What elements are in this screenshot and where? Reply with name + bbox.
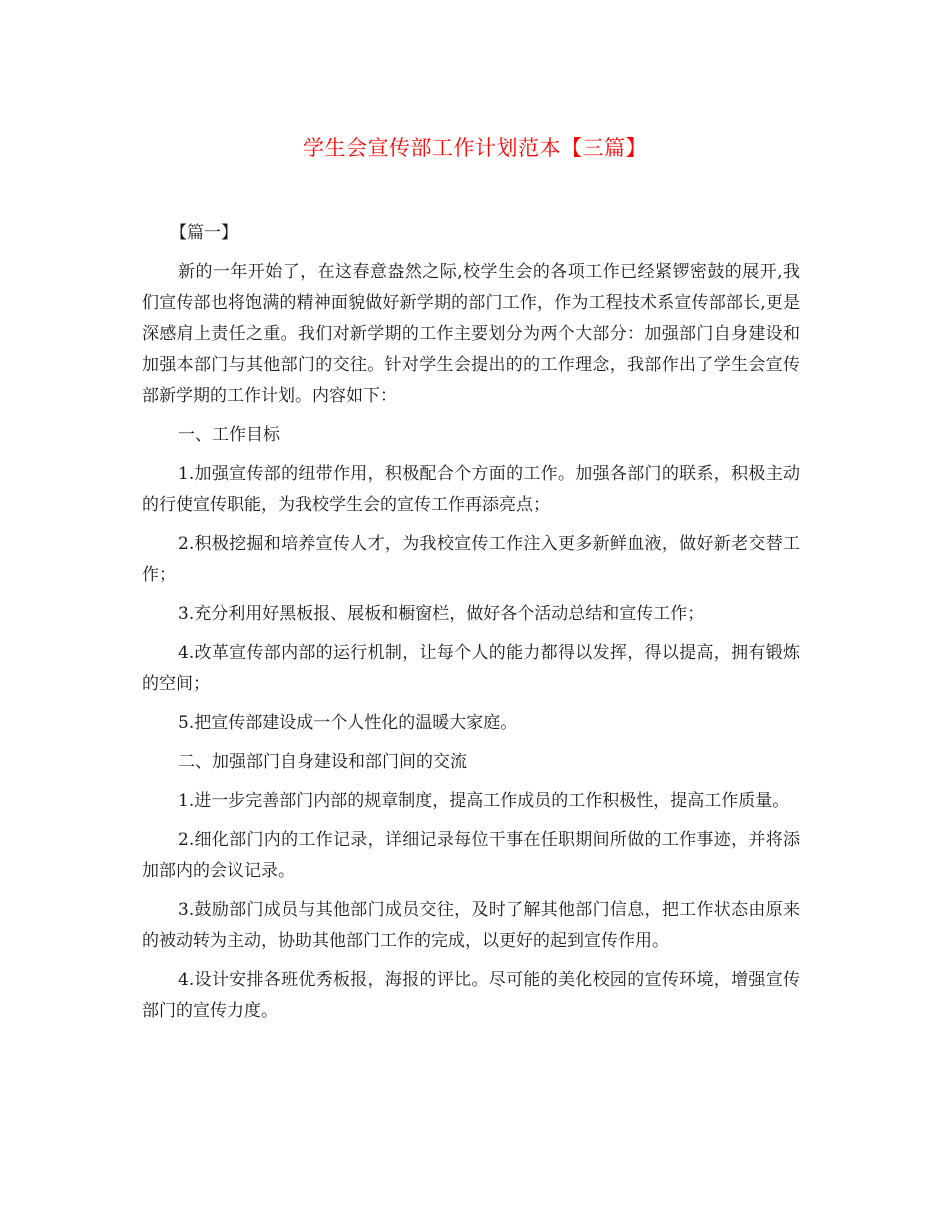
measure-item: 4.设计安排各班优秀板报，海报的评比。尽可能的美化校园的宣传环境，增强宣传部门的宣传力度。 xyxy=(142,970,800,1021)
goal-item: 3.充分利用好黑板报、展板和橱窗栏，做好各个活动总结和宣传工作； xyxy=(178,604,705,624)
measure-item: 1.进一步完善部门内部的规章制度，提高工作成员的工作积极性，提高工作质量。 xyxy=(178,791,790,811)
document-body xyxy=(142,218,800,1035)
heading-work-goals: 一、工作目标 xyxy=(178,425,280,445)
goal-item: 1.加强宣传部的纽带作用，积极配合个方面的工作。加强各部门的联系，积极主动的行使宣传职能，为我校学生会的宣传工作再添亮点； xyxy=(142,464,800,515)
goal-item: 2.积极挖掘和培养宣传人才，为我校宣传工作注入更多新鲜血液，做好新老交替工作； xyxy=(142,534,800,585)
intro-paragraph: 新的一年开始了，在这春意盎然之际,校学生会的各项工作已经紧锣密鼓的展开,我们宣传部也将饱满的精神面貌做好新学期的部门工作，作为工程技术系宣传部部长,更是深感肩上责任之重。我们对新学期的工作主要划分为两个大部分：加强部门自身建设和加强本部门与其他部门的交往。针对学生会提出的的工作理念，我部作出了学生会宣传部新学期的工作计划。内容如下： xyxy=(142,262,800,406)
goal-item: 5.把宣传部建设成一个人性化的温暖大家庭。 xyxy=(178,713,518,733)
document-title: 学生会宣传部工作计划范本【三篇】 xyxy=(303,136,647,160)
measure-item: 2.细化部门内的工作记录，详细记录每位干事在任职期间所做的工作事迹，并将添加部内的会议记录。 xyxy=(142,830,800,881)
heading-department-building: 二、加强部门自身建设和部门间的交流 xyxy=(178,752,467,772)
section-label: 【篇一】 xyxy=(170,223,238,243)
measure-item: 3.鼓励部门成员与其他部门成员交往，及时了解其他部门信息，把工作状态由原来的被动转为主动，协助其他部门工作的完成，以更好的起到宣传作用。 xyxy=(142,900,800,951)
goal-item: 4.改革宣传部内部的运行机制，让每个人的能力都得以发挥，得以提高，拥有锻炼的空间； xyxy=(142,643,800,694)
